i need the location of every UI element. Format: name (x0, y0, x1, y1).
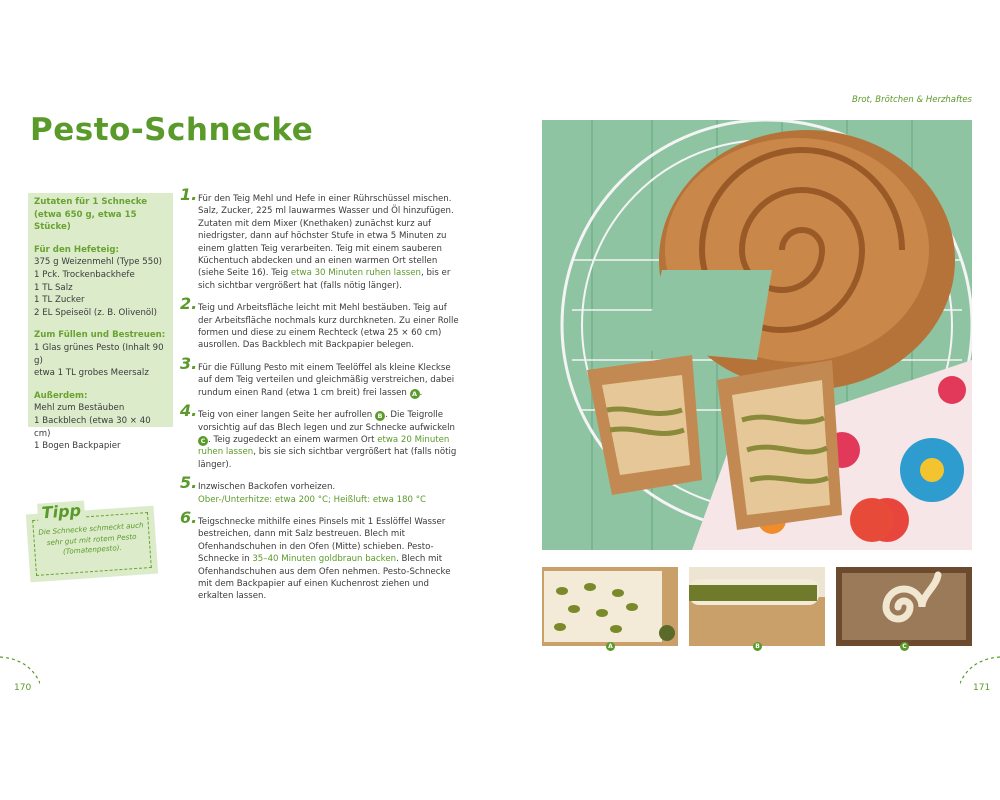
page-corner-arc (0, 655, 40, 705)
step-number: 6. (180, 507, 198, 527)
ingredient-item: 2 EL Speiseöl (z. B. Olivenöl) (34, 307, 157, 318)
step-number: 3. (180, 353, 198, 373)
step-text: Für die Füllung Pesto mit einem Teelöffel als kleine Kleckse auf dem Teig verteilen und gleichmäßig verstreichen, dabei rundum einen Rand (etwa 1 cm breit) frei lassen (198, 362, 455, 398)
step-text: Für den Teig Mehl und Hefe in einer Rührschüssel mischen. Salz, Zucker, 225 ml lauwarmes Wasser und Öl hinzufügen. Zutaten mit dem Mixer (Knethaken) zunächst kurz auf niedrigster, dann auf höchster Stufe in etwa 5 Minuten zu einem glatten Teig verarbeiten. Teig mit einem sauberen Küchentuch abdecken und an einen warmen Ort stellen (siehe Seite 16). Teig (198, 194, 454, 279)
step-4 (180, 401, 460, 471)
ingredient-item: 1 Backblech (etwa 30 × 40 cm) (34, 415, 151, 439)
ingredient-group-title: Für den Hefeteig: (34, 244, 119, 255)
step-text: Teig von einer langen Seite her aufrollen (198, 410, 373, 421)
step-text: , bis er sich sichtbar vergrößert hat (falls nötig länger). (198, 268, 451, 291)
step-text: . Teig zugedeckt an einem warmen Ort (208, 434, 378, 445)
step-2 (180, 294, 460, 352)
step-text: , bis sie sich sichtbar vergrößert hat (falls nötig länger). (198, 447, 457, 470)
photo-marker-a: A (410, 389, 420, 399)
step-highlight: etwa 30 Minuten ruhen lassen (290, 268, 422, 279)
step-photo-b-label: B (753, 642, 762, 651)
step-5 (180, 473, 460, 506)
right-page (500, 0, 1000, 800)
step-6 (180, 507, 460, 603)
step-number: 4. (180, 401, 198, 421)
pesto-snail-photo (542, 120, 972, 550)
photo-marker-c: C (198, 436, 208, 446)
step-text: Teig und Arbeitsfläche leicht mit Mehl bestäuben. Teig auf der Arbeitsfläche nochmals kurz durchkneten. Zu einer Rolle formen und diese zu einem Rechteck (etwa 25 × 60 cm) ausrollen. Das Backblech mit Backpapier belegen. (198, 303, 459, 351)
step-photo-a (542, 567, 678, 646)
step-number: 5. (180, 473, 198, 493)
section-title: Brot, Brötchen & Herzhaftes (852, 95, 972, 105)
step-number: 1. (180, 185, 198, 204)
ingredient-group-title: Zum Füllen und Bestreuen: (34, 330, 166, 341)
step-photo-c-label: C (900, 642, 909, 651)
page-number-right: 171 (973, 683, 991, 693)
instructions (180, 185, 460, 613)
step-3: 3. Für die Füllung Pesto mit einem Teelöffel als kleine Kleckse auf dem Teig verteilen und gleichmäßig verstreichen, dabei rundum einen Rand (etwa 1 cm breit) frei lassen A . (180, 353, 455, 398)
step-highlight: etwa 20 Minuten ruhen lassen (198, 434, 450, 458)
step-1 (180, 185, 460, 292)
step-text: Inzwischen Backofen vorheizen. (198, 482, 336, 493)
step-photo-a-label: A (606, 642, 615, 651)
ingredients-box (28, 193, 173, 452)
step-text: Teigschnecke mithilfe eines Pinsels mit 1 Esslöffel Wasser bestreichen, dann mit Salz bestreuen. Blech mit Ofenhandschuhen in den Ofen (Mitte) schieben. Pesto-Schnecke in (198, 516, 446, 565)
page-corner-arc (960, 655, 1000, 705)
step-photo-c (836, 567, 972, 646)
tip-box (26, 500, 158, 583)
ingredient-item: 1 TL Salz (34, 282, 73, 293)
tip-label: Tipp (37, 500, 86, 522)
step-text: . Die Teigrolle vorsichtig auf das Blech legen und zur Schnecke aufwickeln (198, 410, 455, 433)
ingredient-item: 1 Glas grünes Pesto (Inhalt 90 g) (34, 342, 164, 366)
ingredient-item: 1 Bogen Backpapier (34, 441, 121, 452)
recipe-title: Pesto-Schnecke (30, 112, 314, 148)
ingredient-item: 375 g Weizenmehl (Type 550) (34, 257, 163, 268)
step-number: 2. (180, 294, 198, 314)
ingredient-item: 1 Pck. Trockenbackhefe (34, 269, 135, 280)
ingredients-header: Zutaten für 1 Schnecke (34, 197, 148, 207)
tip-text: Die Schnecke schmeckt auch sehr gut mit rotem Pesto (Tomatenpesto). (37, 520, 144, 557)
step-photo-b (689, 567, 825, 646)
step-highlight: 35–40 Minuten goldbraun backen (252, 554, 397, 565)
page-number-left: 170 (14, 683, 32, 693)
ingredient-item: Mehl zum Bestäuben (34, 403, 125, 414)
ingredient-group-title: Außerdem: (34, 390, 88, 401)
ingredients-yield: (etwa 650 g, etwa 15 Stücke) (34, 209, 137, 233)
photo-marker-b: B (375, 411, 385, 421)
ingredient-item: etwa 1 TL grobes Meersalz (34, 368, 149, 379)
step-text: . Blech mit Ofenhandschuhen aus dem Ofen nehmen. Pesto-Schnecke mit dem Backpapier auf einen Kuchenrost ziehen und erkalten lassen. (198, 554, 451, 602)
step-highlight: Ober-/Unterhitze: etwa 200 °C; Heißluft: etwa 180 °C (198, 494, 427, 505)
ingredient-item: 1 TL Zucker (34, 295, 85, 306)
